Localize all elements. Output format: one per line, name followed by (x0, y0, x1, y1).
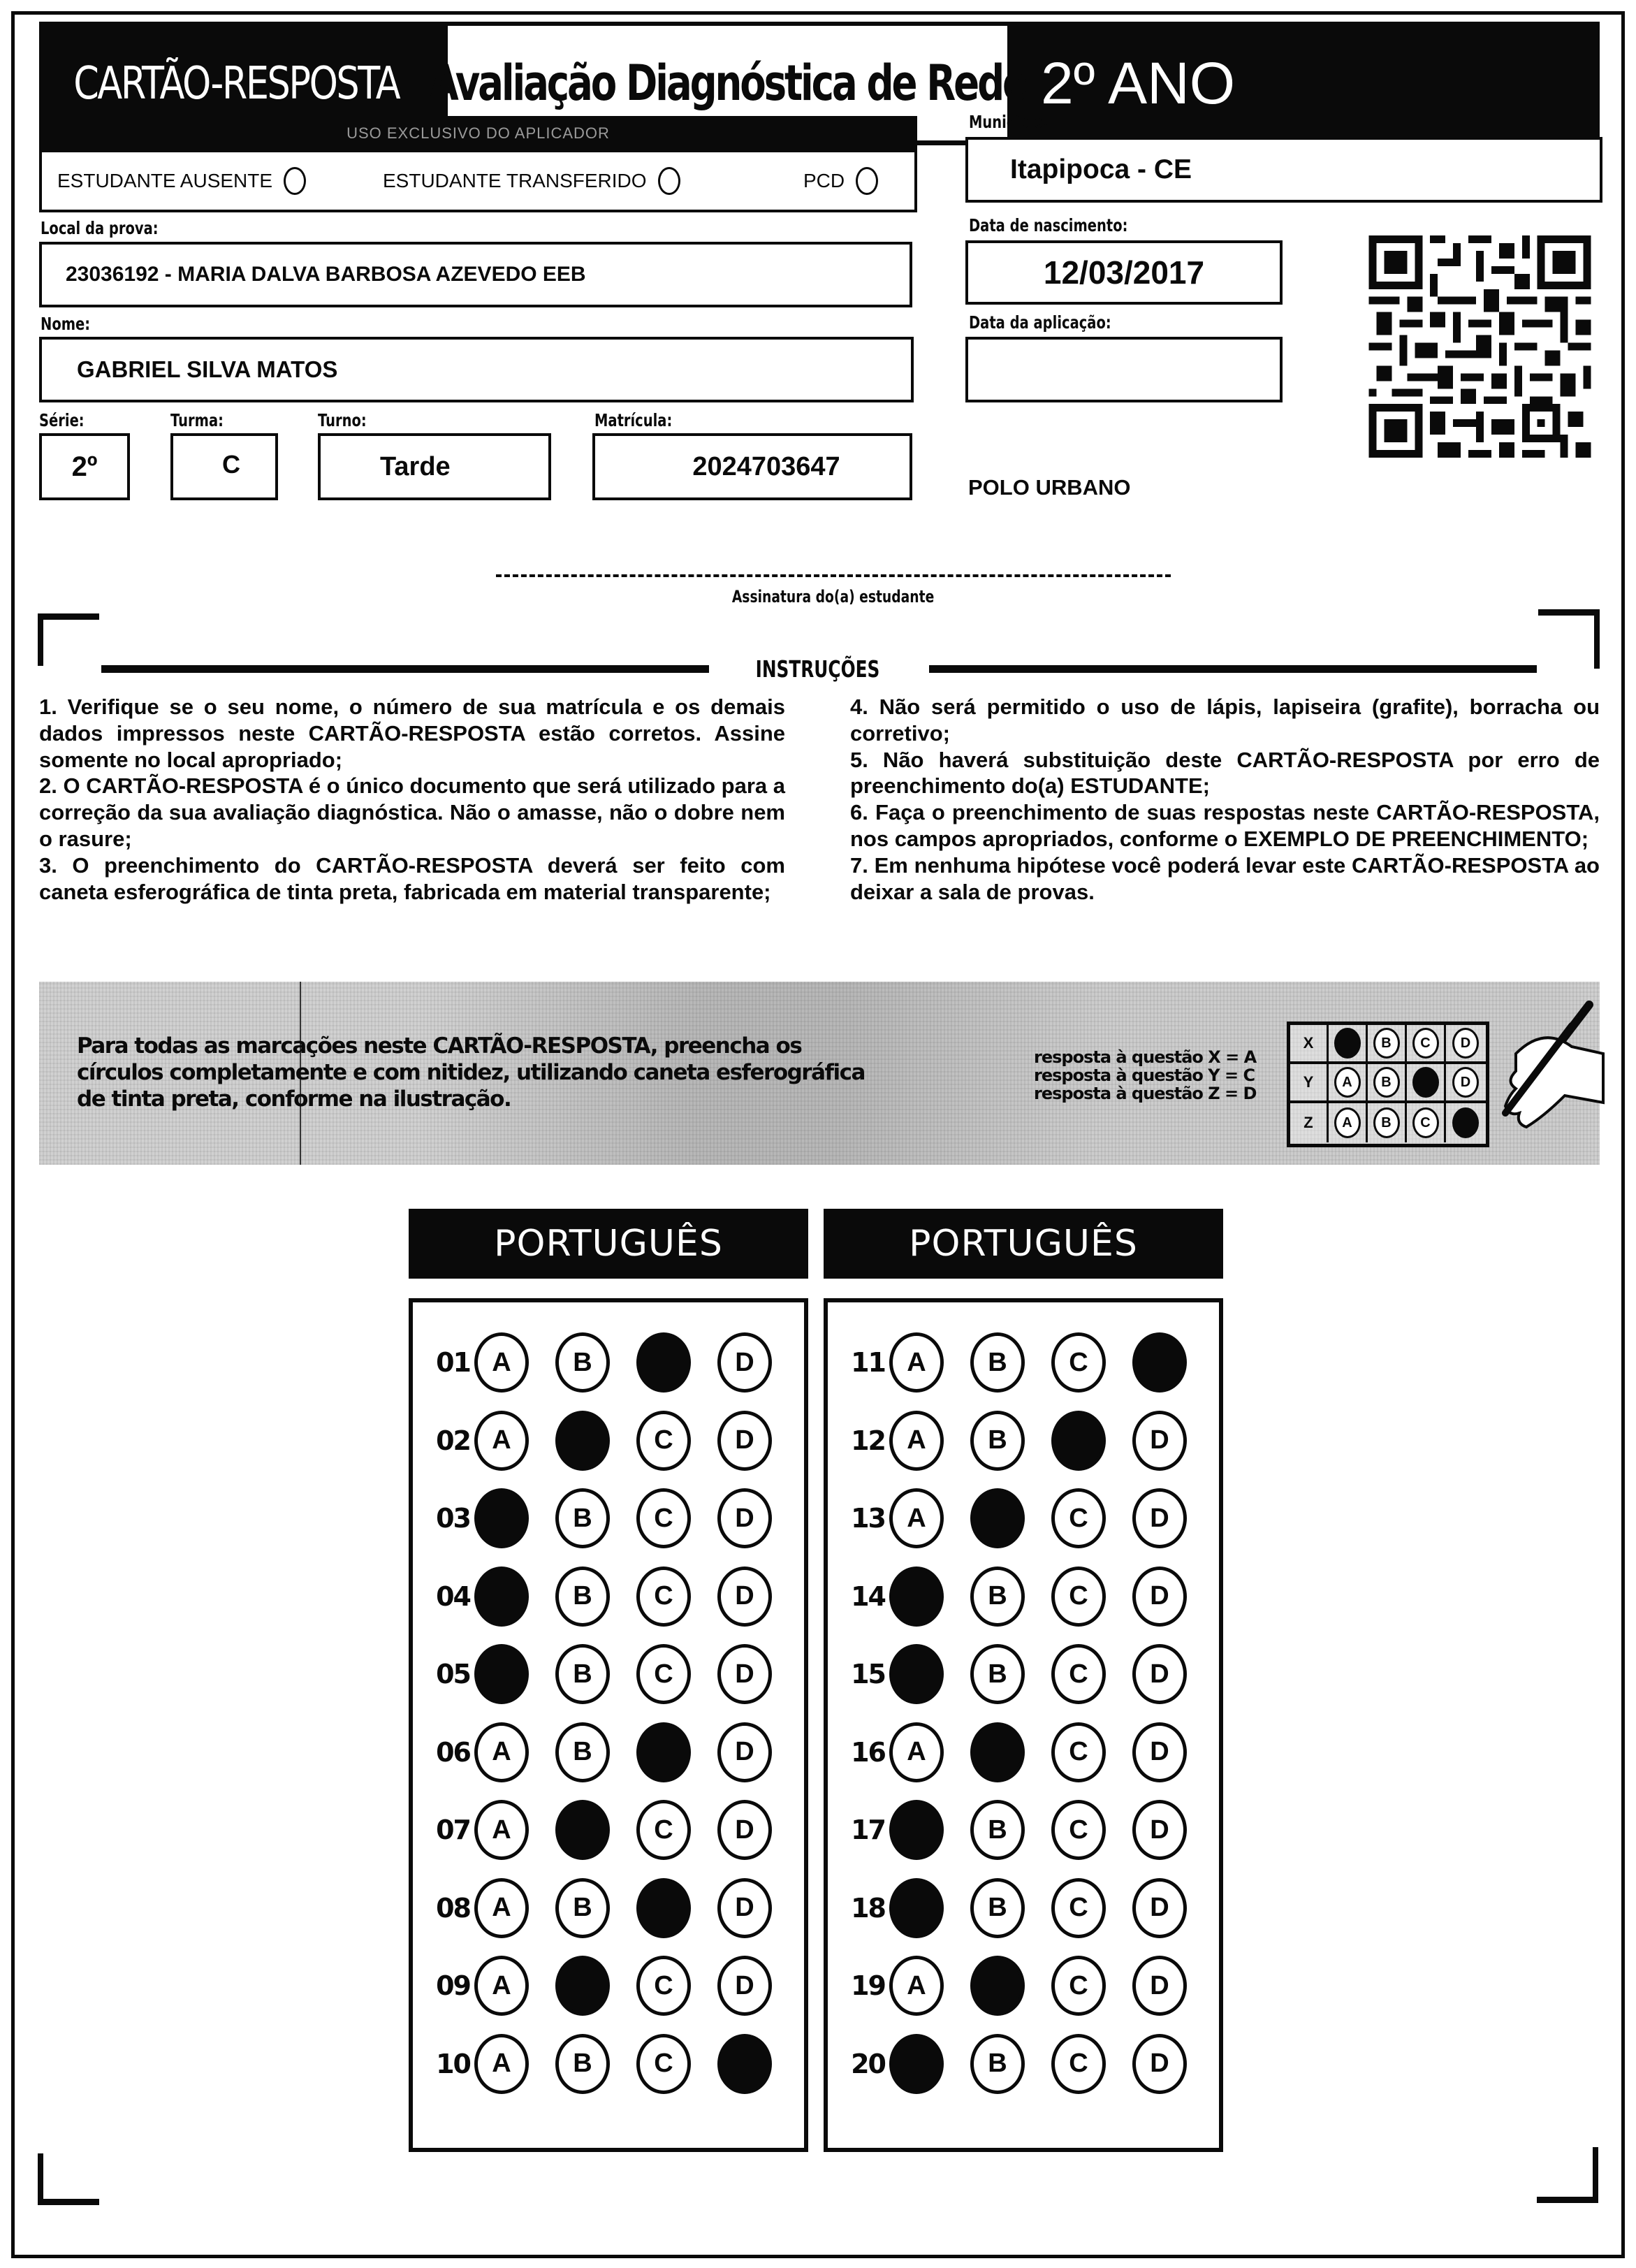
question-number: 03 (436, 1503, 470, 1534)
question-number: 10 (436, 2048, 470, 2079)
answer-bubble-d[interactable] (717, 2034, 772, 2094)
answer-bubble-a[interactable] (889, 1644, 944, 1704)
answer-row (427, 1483, 798, 1553)
subject-header-2: PORTUGUÊS (824, 1209, 1223, 1279)
answer-bubble-c[interactable]: C (1051, 1800, 1106, 1860)
instruction-4: 4. Não será permitido o uso de lápis, lapiseira (grafite), borracha ou corretivo; (850, 695, 1600, 746)
applicator-options (39, 150, 917, 212)
example-question-label: Y (1290, 1064, 1329, 1100)
municipio-label: Município: (969, 112, 1049, 132)
answer-bubble-b[interactable]: B (555, 1644, 610, 1704)
answer-bubble-d[interactable]: D (1132, 1566, 1187, 1627)
answer-bubble-c[interactable]: C (1051, 1878, 1106, 1938)
answer-bubble-b[interactable] (555, 1411, 610, 1471)
corner-mark-top-left (38, 613, 99, 666)
example-cell (1407, 1103, 1446, 1142)
answer-bubble-a[interactable] (889, 1800, 944, 1860)
option-transferred[interactable] (383, 167, 680, 195)
question-number: 04 (436, 1580, 470, 1612)
example-row (1290, 1064, 1486, 1103)
example-question-label: Z (1290, 1103, 1329, 1142)
answer-bubble-d[interactable]: D (717, 1566, 772, 1627)
answer-bubble-c[interactable] (636, 1332, 691, 1393)
answer-bubble-a[interactable]: A (474, 2034, 529, 2094)
answer-bubble-c[interactable] (1051, 1411, 1106, 1471)
answer-bubble-b[interactable]: B (555, 1878, 610, 1938)
option-pcd-label: PCD (803, 170, 845, 191)
answer-bubble-a[interactable]: A (474, 1878, 529, 1938)
answer-row (842, 1873, 1213, 1943)
answer-bubble-c[interactable]: C (1051, 1722, 1106, 1782)
corner-mark-top-right (1538, 609, 1600, 669)
answer-bubble-c[interactable]: C (636, 1800, 691, 1860)
answer-bubble-b[interactable] (970, 1956, 1025, 2016)
hand-with-pen-icon (1467, 998, 1607, 1137)
option-pcd-radio[interactable] (856, 167, 878, 195)
question-number: 16 (851, 1736, 885, 1768)
answer-bubble-d[interactable]: D (717, 1956, 772, 2016)
answer-row (842, 1483, 1213, 1553)
applicator-banner: USO EXCLUSIVO DO APLICADOR (39, 116, 917, 151)
answer-row (427, 1406, 798, 1476)
example-cell (1407, 1064, 1446, 1100)
serie-label: Série: (39, 410, 85, 430)
example-bubble-c: C (1412, 1028, 1439, 1059)
question-number: 07 (436, 1815, 470, 1845)
instruction-6: 6. Faça o preenchimento de suas respostas neste CARTÃO-RESPOSTA, nos campos apropriados, conforme o EXEMPLO DE PREENCHIMENTO; (850, 800, 1600, 851)
option-absent[interactable] (57, 167, 306, 195)
answer-bubble-d[interactable]: D (717, 1332, 772, 1393)
option-pcd[interactable] (803, 167, 878, 195)
answer-bubble-c[interactable]: C (1051, 1956, 1106, 2016)
question-number: 09 (436, 1970, 470, 2001)
example-legend-y: resposta à questão Y = C (1034, 1066, 1255, 1085)
example-legend-z: resposta à questão Z = D (1034, 1084, 1257, 1103)
answer-bubble-b[interactable]: B (970, 1566, 1025, 1627)
answer-bubble-a[interactable]: A (474, 1800, 529, 1860)
example-cell (1368, 1025, 1407, 1061)
example-cell (1329, 1064, 1368, 1100)
matricula-label: Matrícula: (594, 410, 673, 430)
turno-label: Turno: (318, 410, 367, 430)
example-question-label: X (1290, 1025, 1329, 1061)
answer-row (842, 1562, 1213, 1631)
question-number: 19 (851, 1970, 885, 2001)
answer-bubble-a[interactable]: A (889, 1956, 944, 2016)
answer-row (427, 1795, 798, 1865)
local-field: 23036192 - MARIA DALVA BARBOSA AZEVEDO EEB (39, 242, 912, 307)
answer-row (427, 1328, 798, 1397)
example-bubble-b: B (1373, 1107, 1400, 1138)
option-absent-label: ESTUDANTE AUSENTE (57, 170, 273, 191)
example-row (1290, 1025, 1486, 1064)
aplicacao-field[interactable] (965, 337, 1283, 402)
answer-bubble-d[interactable]: D (1132, 1411, 1187, 1471)
example-text: Para todas as marcações neste CARTÃO-RESPOSTA, preencha os círculos completamente e com nitidez, utilizando caneta esferográfica de tinta preta, conforme na ilustração. (77, 1033, 865, 1112)
answer-bubble-a[interactable]: A (474, 1722, 529, 1782)
serie-field: 2º (39, 433, 130, 500)
question-number: 12 (851, 1425, 885, 1456)
name-label: Nome: (41, 314, 91, 334)
instructions-rule-right (929, 665, 1537, 673)
answer-bubble-b[interactable]: B (970, 1411, 1025, 1471)
question-number: 05 (436, 1659, 470, 1689)
example-cell (1329, 1103, 1368, 1142)
answer-bubble-c[interactable]: C (1051, 1566, 1106, 1627)
answer-row (842, 1717, 1213, 1787)
option-transferred-label: ESTUDANTE TRANSFERIDO (383, 170, 647, 191)
answer-bubble-b[interactable] (970, 1722, 1025, 1782)
question-number: 13 (851, 1503, 885, 1534)
answer-row (842, 1639, 1213, 1709)
signature-label (496, 587, 1171, 606)
question-number: 01 (436, 1347, 470, 1378)
card-title: CARTÃO-RESPOSTA (73, 57, 400, 110)
answer-bubble-c[interactable]: C (636, 1644, 691, 1704)
answer-bubble-b[interactable]: B (555, 2034, 610, 2094)
answer-row (842, 1406, 1213, 1476)
answer-bubble-a[interactable] (474, 1566, 529, 1627)
example-cell (1329, 1025, 1368, 1061)
answer-bubble-b[interactable]: B (970, 1644, 1025, 1704)
instructions-title (726, 655, 908, 683)
grade-title: 2º ANO (1041, 50, 1236, 116)
question-number: 11 (851, 1347, 885, 1378)
answer-row (427, 1639, 798, 1709)
answer-bubble-c[interactable]: C (636, 1488, 691, 1548)
answer-bubble-b[interactable]: B (970, 1878, 1025, 1938)
answer-row (427, 2029, 798, 2099)
answer-bubble-b[interactable]: B (970, 1332, 1025, 1393)
question-number: 02 (436, 1425, 470, 1456)
question-number: 18 (851, 1892, 885, 1924)
answer-bubble-a[interactable] (889, 1566, 944, 1627)
nascimento-field: 12/03/2017 (965, 240, 1283, 305)
answer-bubble-d[interactable]: D (1132, 1956, 1187, 2016)
example-bubble-a (1334, 1028, 1361, 1059)
question-number: 14 (851, 1580, 885, 1612)
answer-bubble-d[interactable]: D (717, 1722, 772, 1782)
subject-header-1: PORTUGUÊS (409, 1209, 808, 1279)
answer-bubble-d[interactable]: D (1132, 1722, 1187, 1782)
polo-label: POLO URBANO (968, 475, 1131, 500)
answer-bubble-d[interactable] (1132, 1332, 1187, 1393)
answer-bubble-c[interactable]: C (636, 1566, 691, 1627)
instruction-3: 3. O preenchimento do CARTÃO-RESPOSTA deverá ser feito com caneta esferográfica de tinta preta, fabricada em material transparente; (39, 852, 785, 904)
signature-label-text: Assinatura do(a) estudante (732, 587, 935, 606)
question-number: 20 (851, 2048, 885, 2079)
local-label: Local da prova: (41, 218, 159, 238)
nascimento-label: Data de nascimento: (969, 215, 1128, 235)
turma-label: Turma: (170, 410, 224, 430)
turma-field: C (170, 433, 278, 500)
answer-bubble-b[interactable] (970, 1488, 1025, 1548)
answer-bubble-b[interactable] (555, 1800, 610, 1860)
instructions-left (39, 694, 785, 905)
answer-bubble-b[interactable]: B (970, 2034, 1025, 2094)
instruction-5: 5. Não haverá substituição deste CARTÃO-RESPOSTA por erro de preenchimento do(a) ESTUDANTE; (850, 747, 1600, 799)
question-number: 08 (436, 1892, 470, 1924)
answer-bubble-d[interactable]: D (1132, 1644, 1187, 1704)
answer-bubble-d[interactable]: D (717, 1800, 772, 1860)
answer-bubble-d[interactable]: D (1132, 1488, 1187, 1548)
answer-bubble-a[interactable]: A (889, 1411, 944, 1471)
example-cell (1368, 1064, 1407, 1100)
answer-bubble-c[interactable]: C (1051, 1488, 1106, 1548)
corner-mark-bottom-right (1537, 2147, 1598, 2203)
answer-row (427, 1873, 798, 1943)
answer-bubble-a[interactable]: A (889, 1722, 944, 1782)
instruction-7: 7. Em nenhuma hipótese você poderá levar este CARTÃO-RESPOSTA ao deixar a sala de provas. (850, 852, 1600, 904)
example-grid (1287, 1022, 1489, 1147)
example-legend-x: resposta à questão X = A (1034, 1047, 1257, 1067)
example-bubble-c: C (1412, 1107, 1439, 1138)
answer-bubble-a[interactable]: A (889, 1332, 944, 1393)
instructions-rule-left (101, 665, 709, 673)
example-bubble-a: A (1334, 1107, 1361, 1138)
option-absent-radio[interactable] (284, 167, 306, 195)
answer-row (842, 2029, 1213, 2099)
example-bubble-b: B (1373, 1067, 1400, 1098)
aplicacao-label: Data da aplicação: (969, 312, 1111, 333)
example-bubble-c (1412, 1067, 1439, 1098)
answer-bubble-d[interactable]: D (717, 1644, 772, 1704)
matricula-field: 2024703647 (592, 433, 912, 500)
answer-bubble-a[interactable] (474, 1644, 529, 1704)
answer-bubble-b[interactable]: B (970, 1800, 1025, 1860)
instructions-title-text: INSTRUÇÕES (755, 655, 879, 683)
answer-bubble-b[interactable]: B (555, 1722, 610, 1782)
example-bubble-d: D (1452, 1067, 1479, 1098)
question-number: 15 (851, 1659, 885, 1689)
answer-row (842, 1328, 1213, 1397)
answer-row (427, 1562, 798, 1631)
instruction-2: 2. O CARTÃO-RESPOSTA é o único documento que será utilizado para a correção da sua avaliação diagnóstica. Não o amasse, não o dobre nem o rasure; (39, 773, 785, 851)
answer-bubble-d[interactable]: D (717, 1878, 772, 1938)
answer-bubble-c[interactable]: C (1051, 2034, 1106, 2094)
answer-bubble-c[interactable]: C (1051, 1332, 1106, 1393)
answer-bubble-c[interactable] (636, 1722, 691, 1782)
answer-bubble-c[interactable]: C (636, 1411, 691, 1471)
corner-mark-bottom-left (38, 2153, 99, 2205)
answer-bubble-d[interactable]: D (717, 1411, 772, 1471)
answer-bubble-b[interactable] (555, 1956, 610, 2016)
answer-bubble-d[interactable]: D (1132, 1800, 1187, 1860)
instructions-right (850, 694, 1600, 905)
municipio-field: Itapipoca - CE (965, 137, 1602, 203)
answer-row (842, 1951, 1213, 2021)
answer-row (842, 1795, 1213, 1865)
example-bubble-b: B (1373, 1028, 1400, 1059)
answer-bubble-c[interactable]: C (636, 2034, 691, 2094)
example-cell (1407, 1025, 1446, 1061)
instruction-1: 1. Verifique se o seu nome, o número de sua matrícula e os demais dados impressos neste CARTÃO-RESPOSTA estão corretos. Assine somente no local apropriado; (39, 695, 785, 772)
example-bubble-d: D (1452, 1028, 1479, 1059)
answer-bubble-c[interactable]: C (1051, 1644, 1106, 1704)
example-bubble-a: A (1334, 1067, 1361, 1098)
signature-line[interactable] (496, 574, 1171, 577)
answer-row (427, 1717, 798, 1787)
answer-grid-2 (824, 1298, 1223, 2152)
answer-bubble-a[interactable]: A (474, 1332, 529, 1393)
answer-bubble-d[interactable]: D (1132, 2034, 1187, 2094)
answer-bubble-b[interactable]: B (555, 1332, 610, 1393)
example-row (1290, 1103, 1486, 1142)
question-number: 06 (436, 1736, 470, 1768)
answer-bubble-a[interactable] (889, 1878, 944, 1938)
answer-row (427, 1951, 798, 2021)
option-transferred-radio[interactable] (658, 167, 680, 195)
answer-bubble-a[interactable]: A (474, 1411, 529, 1471)
answer-bubble-d[interactable]: D (1132, 1878, 1187, 1938)
turno-field: Tarde (318, 433, 551, 500)
answer-bubble-b[interactable]: B (555, 1488, 610, 1548)
example-legend (1034, 1048, 1256, 1103)
answer-bubble-a[interactable]: A (889, 1488, 944, 1548)
answer-bubble-c[interactable]: C (636, 1956, 691, 2016)
evaluation-title-text: Avaliação Diagnóstica de Rede (429, 54, 1026, 112)
answer-bubble-a[interactable]: A (474, 1956, 529, 2016)
name-field: GABRIEL SILVA MATOS (39, 337, 914, 402)
example-cell (1368, 1103, 1407, 1142)
answer-bubble-c[interactable] (636, 1878, 691, 1938)
answer-bubble-a[interactable] (889, 2034, 944, 2094)
answer-grid-1 (409, 1298, 808, 2152)
answer-bubble-b[interactable]: B (555, 1566, 610, 1627)
answer-bubble-d[interactable]: D (717, 1488, 772, 1548)
qr-code-icon (1366, 235, 1594, 458)
question-number: 17 (851, 1815, 885, 1845)
answer-bubble-a[interactable] (474, 1488, 529, 1548)
